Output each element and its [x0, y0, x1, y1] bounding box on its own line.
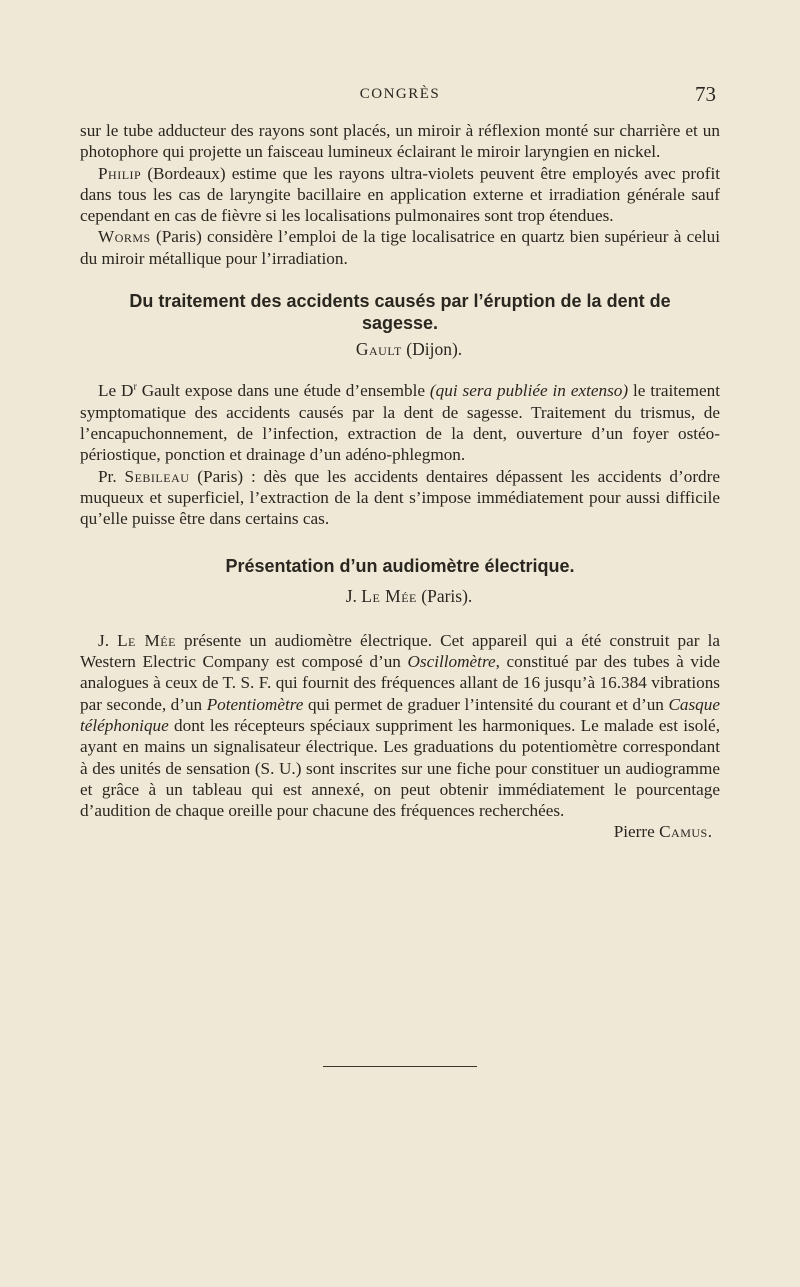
paragraph	[80, 226, 720, 269]
author-place: (Paris).	[416, 586, 473, 607]
paragraph-text: dont les récepteurs spéciaux suppriment les harmoniques. Le malade est isolé, ayant en mains un signalisateur électrique. Les graduations du potentiomètre correspondant à des unités de sensation (S. U.) sont inscrites sur une fiche pour constituer un audiogramme et grâce à un tableau qui est annexé, on peut obtenir immédiatement le pourcentage d’audition de chaque oreille pour chacune des fréquences recherchées.	[80, 715, 720, 821]
paragraph-text: (Paris) considère l’emploi de la tige localisatrice en quartz bien supérieur à celui du miroir métallique pour l’irradiation.	[80, 227, 720, 268]
italic-text: Potentiomètre	[206, 694, 304, 714]
paragraph	[80, 380, 720, 465]
person-name: Sebileau	[124, 466, 190, 486]
paragraph-text: (Paris) : dès que les accidents dentaires dépassent les accidents d’ordre muqueux et superficiel, l’extraction de la dent s’impose immédiatement pour aussi difficile qu’elle puisse être dans certains cas.	[80, 466, 720, 529]
paragraph	[80, 630, 720, 822]
person-name: Philip	[98, 163, 142, 183]
paragraph-text: Gault expose dans une étude d’ensemble	[136, 381, 430, 401]
paragraph-text: J.	[98, 630, 118, 650]
author-initial: J.	[345, 586, 362, 607]
paragraph-text: qui permet de graduer l’intensité du courant et d’un	[303, 694, 669, 714]
paragraph-text: le traitement symptomatique des accidents causés par la dent de sagesse. Traitement du trismus, de l’encapuchonnement, de l’infection, extraction de la dent, ouverture d’un foyer ostéo-périostique, ponction et drainage d’un adéno-phlegmon.	[80, 381, 720, 465]
section-heading: Du traitement des accidents causés par l’éruption de la dent de sagesse.	[129, 291, 671, 334]
page-number: 73	[695, 82, 716, 106]
signature-last-name: Camus	[659, 822, 708, 842]
signature-period: .	[707, 822, 712, 842]
signature-first-name: Pierre	[613, 822, 660, 842]
paragraph	[80, 120, 720, 163]
author-name: Gault	[355, 339, 402, 360]
section-author	[80, 586, 720, 607]
person-name: Worms	[98, 227, 151, 247]
paragraph-text: , constitué par des tubes à vide analogues à ceux de T. S. F. qui fournit des fréquences allant de 16 jusqu’à 16.384 vibrations par seconde, d’un	[80, 652, 720, 714]
paragraph-text: Le D	[98, 381, 134, 401]
running-head	[0, 84, 800, 108]
author-name: Le Mée	[361, 586, 417, 607]
end-rule	[323, 1066, 477, 1067]
paragraph-text: sur le tube adducteur des rayons sont placés, un miroir à réflexion monté sur charrière et un photophore qui projette un faisceau lumineux éclairant le miroir laryngien en nickel.	[80, 121, 720, 162]
author-place: (Dijon).	[401, 339, 463, 360]
section-author	[80, 339, 720, 360]
paragraph	[80, 466, 720, 530]
paragraph-text: (Bordeaux) estime que les rayons ultra-violets peuvent être employés avec profit dans tous les cas de laryngite bacillaire en application externe et irradiation générale sauf cependant en cas de fièvre si les localisations pulmonaires sont trop étendues.	[80, 163, 720, 226]
section-heading: Présentation d’un audiomètre électrique.	[225, 556, 575, 577]
running-title: CONGRÈS	[359, 86, 441, 102]
paragraph	[80, 163, 720, 227]
person-name: Le Mée	[117, 630, 176, 650]
paragraph-text: présente un audiomètre électrique. Cet appareil qui a été construit par la Western Electric Company est composé d’un	[80, 630, 720, 672]
paragraph-text: Pr.	[98, 466, 125, 486]
italic-text: Casque téléphonique	[80, 694, 720, 735]
page-body	[80, 120, 720, 843]
italic-text: (qui sera publiée in extenso)	[429, 381, 629, 401]
italic-text: Oscillomètre	[407, 652, 496, 672]
signature	[80, 821, 720, 842]
superscript: r	[133, 381, 137, 393]
